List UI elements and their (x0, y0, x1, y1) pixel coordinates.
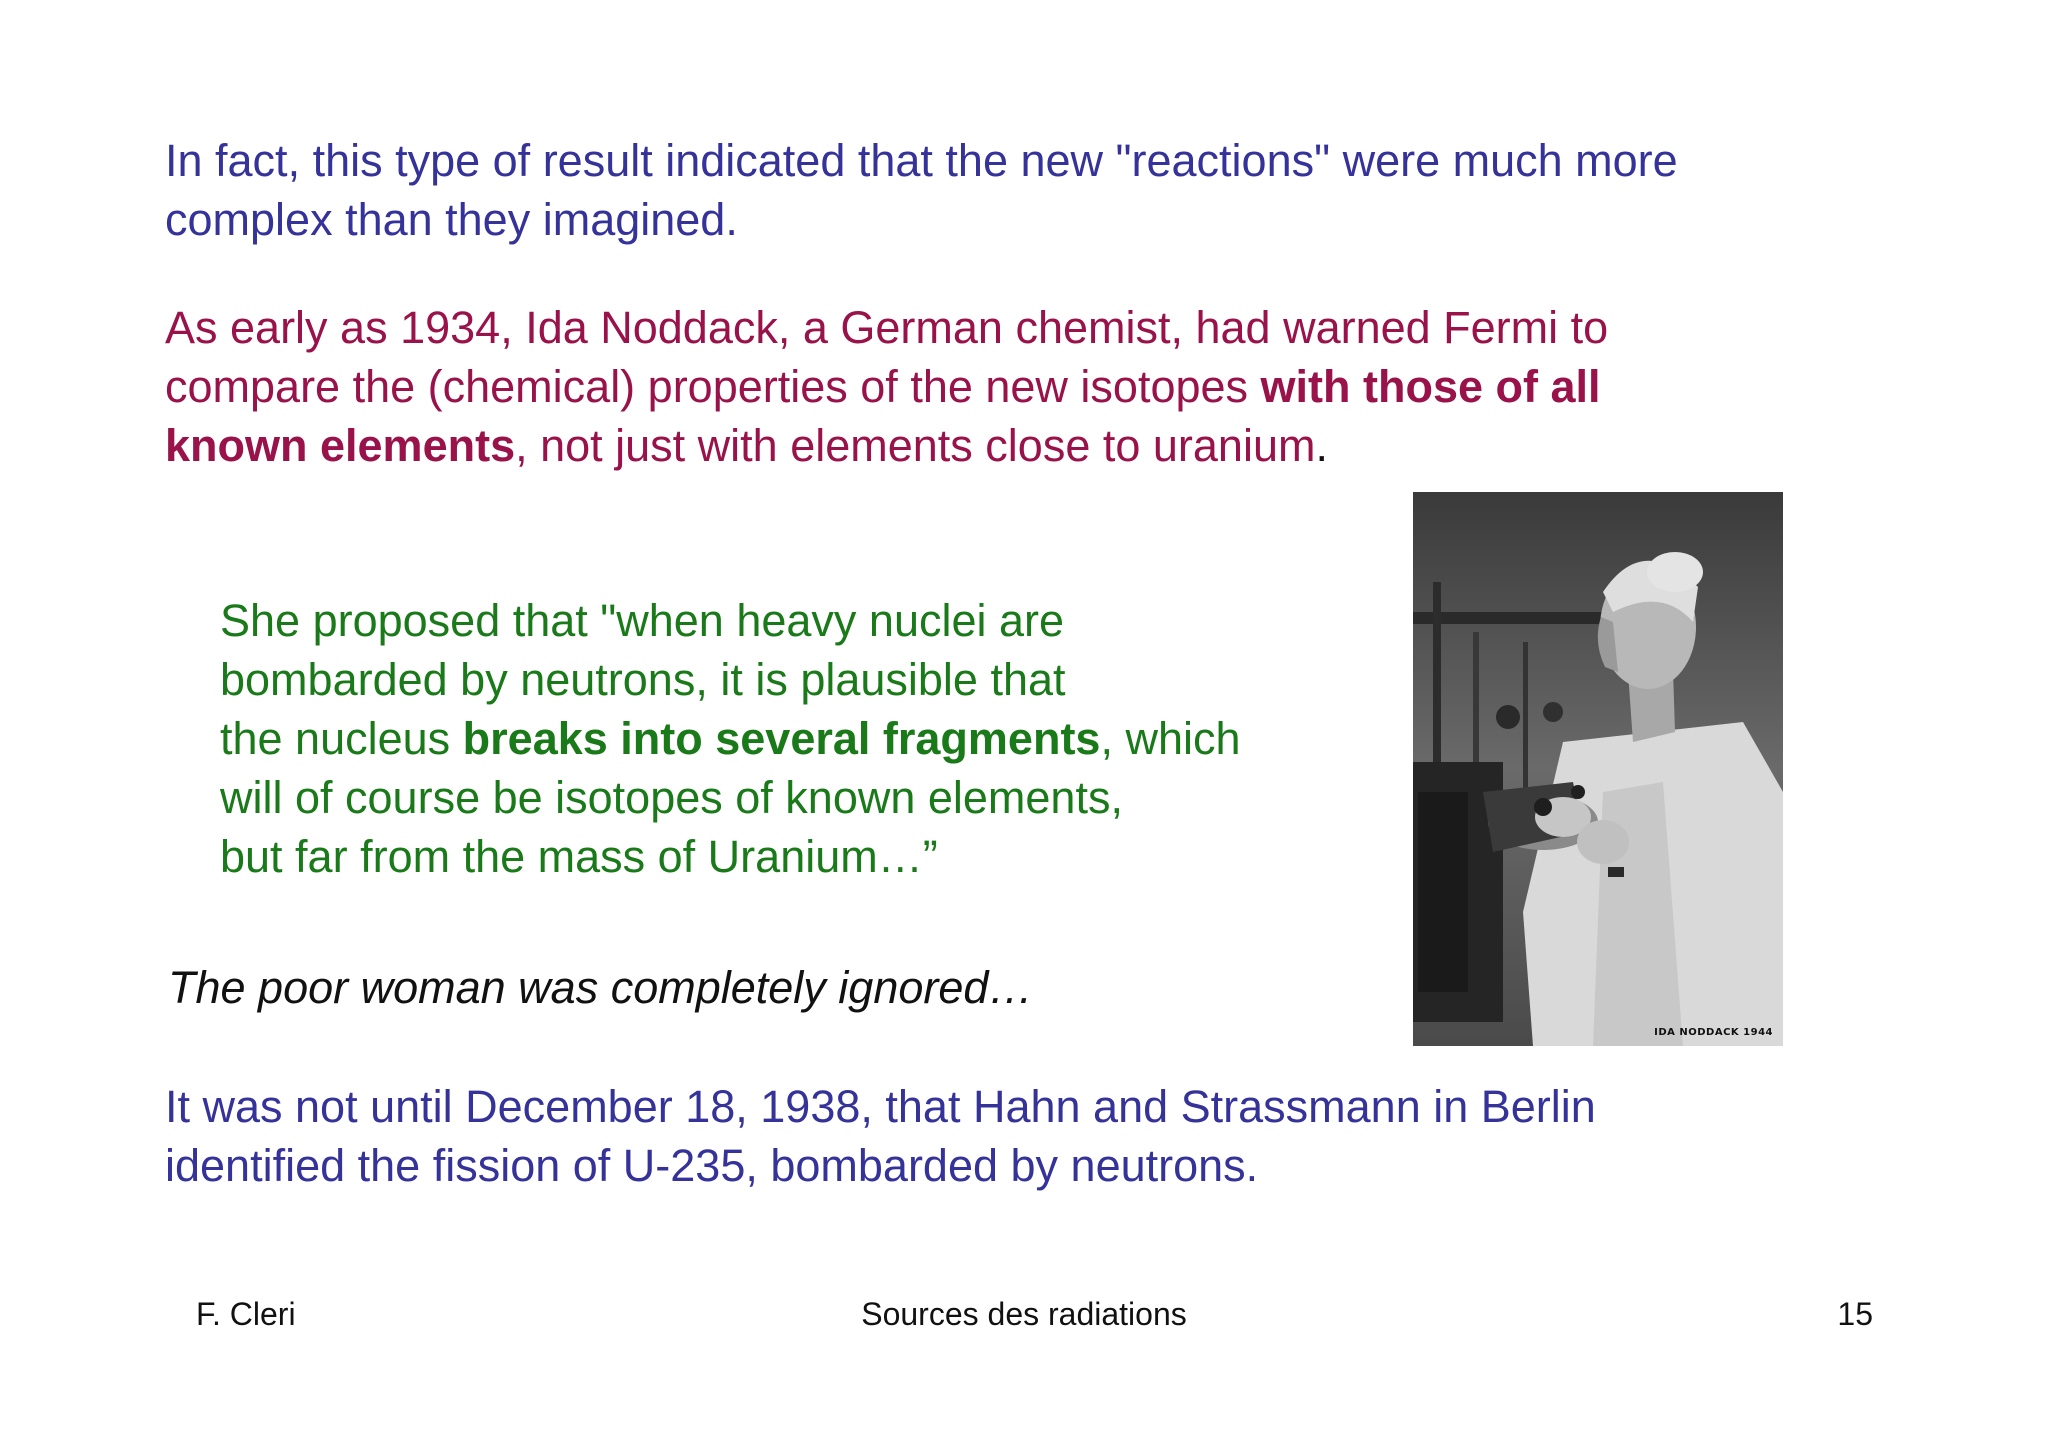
discovery-line-2: identified the fission of U-235, bombarded by neutrons. (165, 1140, 1259, 1191)
quote-line-3 (220, 709, 1241, 768)
fission-discovery-paragraph (165, 1077, 1596, 1195)
intro-line-2: complex than they imagined. (165, 194, 738, 245)
footer-title: Sources des radiations (861, 1296, 1187, 1332)
noddack-quote (220, 591, 1241, 886)
photo-illustration (1413, 492, 1783, 1046)
warning-line-2-text: compare the (chemical) properties of the new isotopes (165, 361, 1261, 412)
quote-line-3-text: the nucleus (220, 713, 463, 764)
quote-line-4: will of course be isotopes of known elements, (220, 772, 1123, 823)
intro-line-1: In fact, this type of result indicated that the new "reactions" were much more (165, 135, 1678, 186)
quote-line-1: She proposed that "when heavy nuclei are (220, 595, 1065, 646)
photo-caption: IDA NODDACK 1944 (1654, 1027, 1773, 1038)
quote-line-3-tail: , which (1100, 713, 1241, 764)
ida-noddack-photo (1413, 492, 1783, 1046)
warning-period: . (1315, 420, 1328, 471)
discovery-line-1: It was not until December 18, 1938, that Hahn and Strassmann in Berlin (165, 1081, 1596, 1132)
warning-line-3 (165, 416, 1608, 475)
footer-author: F. Cleri (196, 1296, 296, 1332)
warning-line-2 (165, 357, 1608, 416)
warning-line-1: As early as 1934, Ida Noddack, a German chemist, had warned Fermi to (165, 302, 1609, 353)
warning-emphasis-2: known elements (165, 420, 516, 471)
warning-line-3-text: , not just with elements close to uranium (515, 420, 1316, 471)
noddack-warning-paragraph (165, 298, 1608, 475)
ignored-remark: The poor woman was completely ignored… (168, 962, 1034, 1013)
quote-emphasis: breaks into several fragments (462, 713, 1101, 764)
warning-emphasis-1: with those of all (1260, 361, 1601, 412)
intro-paragraph (165, 131, 1678, 249)
footer-page-number: 15 (1837, 1296, 1873, 1332)
quote-line-5: but far from the mass of Uranium…” (220, 831, 938, 882)
quote-line-2: bombarded by neutrons, it is plausible that (220, 654, 1066, 705)
